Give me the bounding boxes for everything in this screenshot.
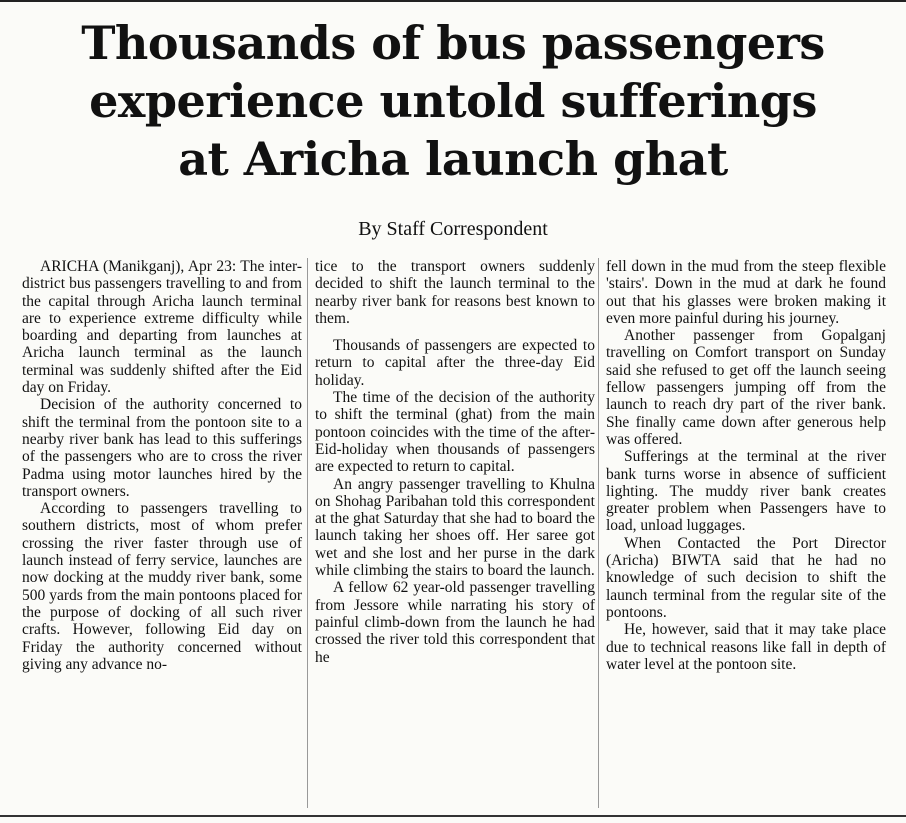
paragraph: Decision of the authority concerned to shift the terminal from the pontoon site to a nearby river bank has lead to this sufferings of the passengers who are to cross the river Padma using motor launches hired by the transport owners. xyxy=(22,396,302,500)
paragraph: The time of the decision of the authority to shift the terminal (ghat) from the main pontoon coincides with the time of the after-Eid-holiday when thousands of passengers are expected to return to capital. xyxy=(315,389,595,476)
paragraph: When Contacted the Port Director (Aricha) BIWTA said that he had no knowledge of such decision to shift the launch terminal from the regular site of the pontoons. xyxy=(606,534,886,621)
article-column-3 xyxy=(606,258,886,673)
paragraph: According to passengers travelling to southern districts, most of whom prefer crossing the river faster through use of launch instead of ferry service, launches are now docking at the muddy river bank, some 500 yards from the main pontoons placed for the purpose of docking of all such river crafts. However, following Eid day on Friday the authority concerned without giving any advance no- xyxy=(22,500,302,673)
paragraph: fell down in the mud from the steep flexible 'stairs'. Down in the mud at dark he found out that his glasses were broken making it even more painful during his journey. xyxy=(606,258,886,327)
byline: By Staff Correspondent xyxy=(358,218,548,240)
article-column-1 xyxy=(22,258,302,673)
article-column-2 xyxy=(315,258,595,666)
paragraph: tice to the transport owners suddenly decided to shift the launch terminal to the nearby river bank for reasons best known to them. xyxy=(315,258,595,327)
paragraph: ARICHA (Manikganj), Apr 23: The inter-district bus passengers travelling to and from the capital through Aricha launch terminal are to experience extreme difficulty while boarding and departing from launches at Aricha launch terminal as the launch terminal was suddenly shifted after the Eid day on Friday. xyxy=(22,258,302,397)
bottom-rule xyxy=(0,815,906,817)
headline xyxy=(0,14,906,188)
paragraph: Another passenger from Gopalganj travelling on Comfort transport on Sunday said she refused to get off the launch seeing fellow passengers jumping off from the launch to reach dry part of the river bank. She finally came down after generous help was offered. xyxy=(606,327,886,448)
paragraph: A fellow 62 year-old passenger travelling from Jessore while narrating his story of painful climb-down from the launch he had crossed the river told this correspondent that he xyxy=(315,579,595,666)
paragraph: Sufferings at the terminal at the river bank turns worse in absence of sufficient lighting. The muddy river bank creates greater problem when Passengers have to load, unload luggages. xyxy=(606,448,886,535)
top-rule xyxy=(0,0,906,2)
paragraph: An angry passenger travelling to Khulna on Shohag Paribahan told this correspondent at the ghat Saturday that she had to board the launch taking her shoes off. Her saree got wet and she lost and her purse in the dark while climbing the stairs to board the launch. xyxy=(315,475,595,580)
headline-line-3: at Aricha launch ghat xyxy=(178,132,728,186)
headline-line-2: experience untold sufferings xyxy=(89,74,817,128)
paragraph: He, however, said that it may take place due to technical reasons like fall in depth of water level at the pontoon site. xyxy=(606,621,886,673)
headline-line-1: Thousands of bus passengers xyxy=(81,16,825,70)
column-divider xyxy=(307,258,308,808)
column-divider xyxy=(598,258,599,808)
paragraph: Thousands of passengers are expected to return to capital after the three-day Eid holiday. xyxy=(315,337,595,389)
